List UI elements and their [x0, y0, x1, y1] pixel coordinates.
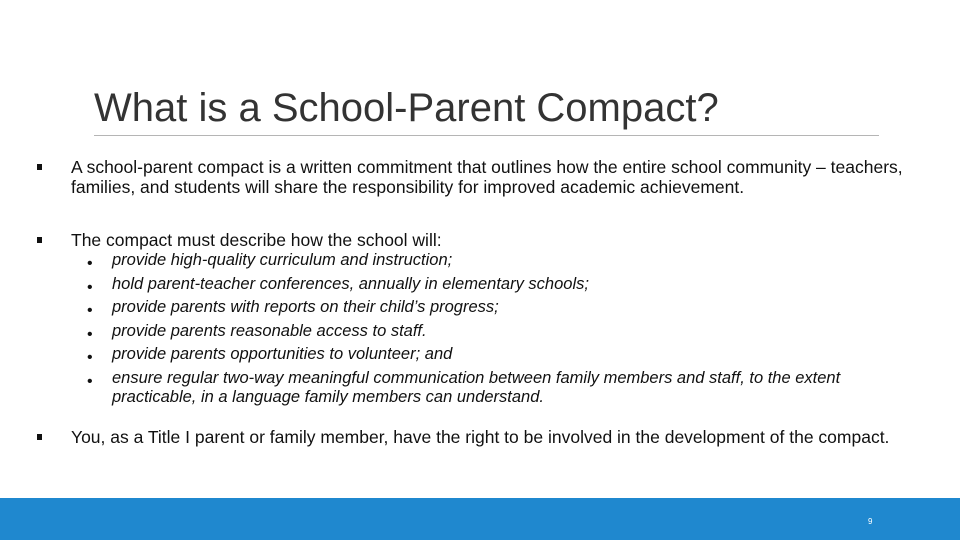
sub-bullet-text: provide parents reasonable access to staff.	[112, 321, 427, 340]
sub-bullet-text: hold parent-teacher conferences, annually in elementary schools;	[112, 274, 589, 293]
round-bullet-icon: •	[87, 372, 93, 390]
round-bullet-icon: •	[87, 278, 93, 296]
sub-bullet-item	[0, 251, 960, 275]
square-bullet-icon	[37, 164, 42, 170]
sub-bullet-item	[0, 298, 960, 322]
round-bullet-icon: •	[87, 255, 93, 272]
sub-bullet-text: ensure regular two-way meaningful communication between family members and staff, to the extent practicable, in a language family members can understand.	[112, 368, 841, 406]
title-divider	[94, 135, 879, 136]
round-bullet-icon: •	[87, 325, 93, 343]
round-bullet-icon: •	[87, 302, 93, 319]
sub-bullet-text: provide parents with reports on their child’s progress;	[112, 298, 499, 316]
slide-title: What is a School-Parent Compact?	[94, 86, 719, 130]
bullet-text-1: A school-parent compact is a written commitment that outlines how the entire school community – teachers, families, and students will share the responsibility for improved academic achievement.	[71, 157, 903, 197]
square-bullet-icon	[37, 434, 42, 440]
sub-bullet-item	[0, 322, 960, 346]
sub-bullet-item	[0, 369, 960, 416]
bullet-text-2: The compact must describe how the school will:	[71, 230, 442, 250]
round-bullet-icon: •	[87, 349, 93, 366]
sub-bullet-item	[0, 345, 960, 369]
footer-bar	[0, 498, 960, 540]
page-number: 9	[868, 517, 873, 526]
bullet-text-3: You, as a Title I parent or family member, have the right to be involved in the development of the compact.	[71, 427, 890, 447]
sub-bullet-list	[0, 251, 960, 416]
sub-bullet-text: provide parents opportunities to volunteer; and	[112, 345, 453, 363]
square-bullet-icon	[37, 237, 42, 243]
sub-bullet-text: provide high-quality curriculum and instruction;	[112, 251, 453, 269]
sub-bullet-item	[0, 275, 960, 299]
